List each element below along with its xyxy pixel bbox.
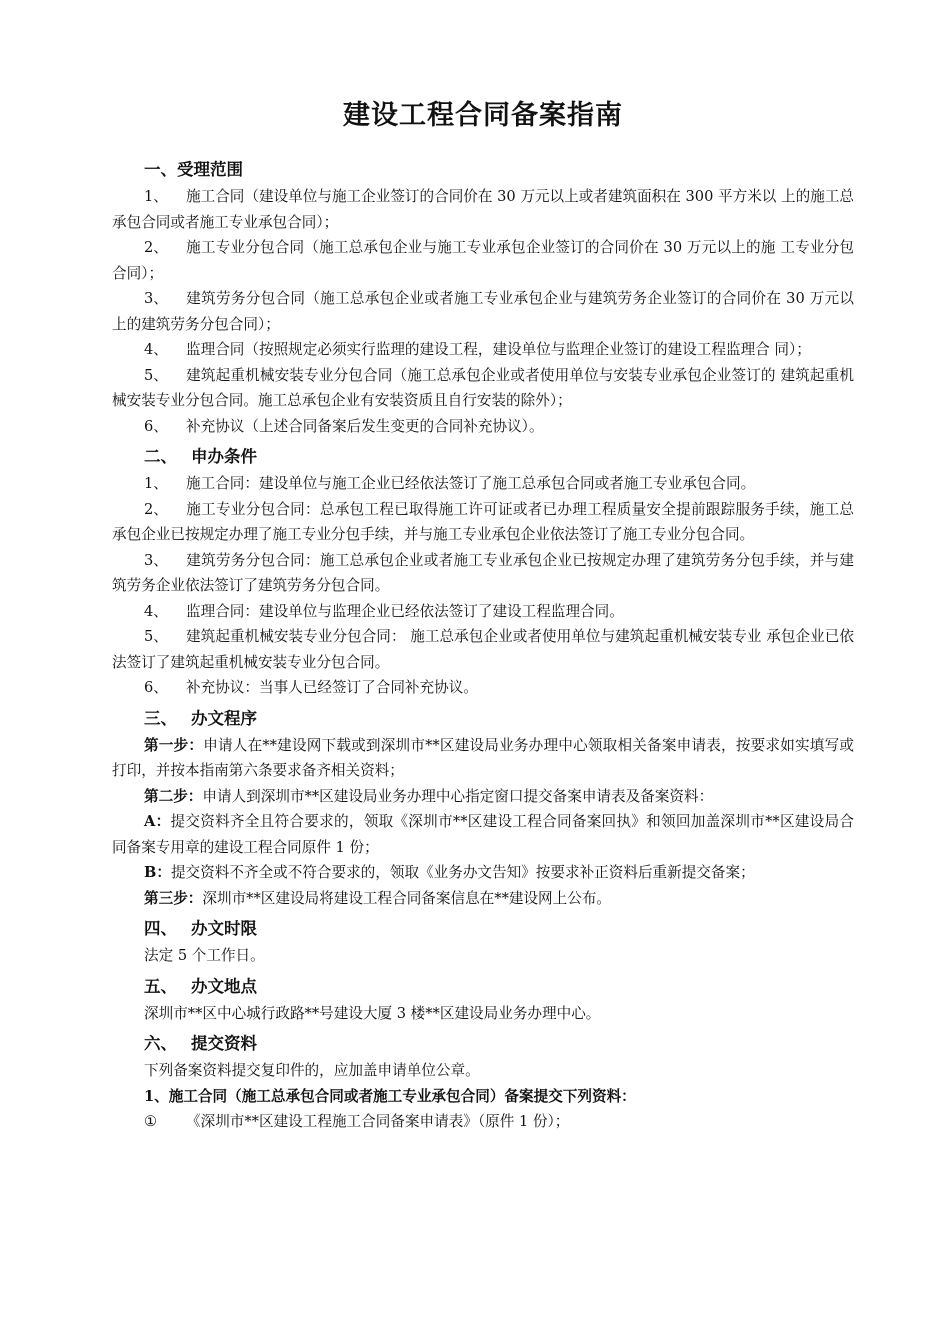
procedure-option-b bbox=[112, 860, 854, 886]
section-heading-time-limit bbox=[112, 915, 854, 943]
section-number: 六、 bbox=[144, 1034, 177, 1053]
scope-item bbox=[112, 184, 854, 235]
item-text: 建筑起重机械安装专业分包合同： 施工总承包企业或者使用单位与建筑起重机械安装专业 承包企业已依法签订了建筑起重机械安装专业分包合同。 bbox=[112, 628, 854, 671]
item-number: 3、 bbox=[144, 290, 168, 307]
item-number: 4、 bbox=[144, 341, 168, 358]
item-text: 施工合同（建设单位与施工企业签订的合同价在 30 万元以上或者建筑面积在 300 平方米以 上的施工总承包合同或者施工专业承包合同）； bbox=[112, 188, 854, 231]
item-number: 4、 bbox=[144, 602, 168, 620]
condition-item bbox=[112, 675, 854, 701]
section-heading-materials bbox=[112, 1030, 854, 1058]
item-number: 1、 bbox=[144, 475, 168, 492]
item-text: 补充协议：当事人已经签订了合同补充协议。 bbox=[186, 679, 478, 696]
item-text: 监理合同（按照规定必须实行监理的建设工程，建设单位与监理企业签订的建设工程监理合 同）； bbox=[186, 341, 811, 358]
item-text: 监理合同：建设单位与监理企业已经依法签订了建设工程监理合同。 bbox=[186, 602, 624, 620]
section-heading-procedure bbox=[112, 705, 854, 733]
section-heading-conditions bbox=[112, 443, 854, 471]
condition-item bbox=[112, 599, 854, 625]
section-label: 办文程序 bbox=[191, 708, 257, 728]
section-number: 二、 bbox=[144, 447, 177, 466]
procedure-option-a bbox=[112, 809, 854, 860]
time-limit-text: 法定 5 个工作日。 bbox=[144, 947, 265, 964]
item-text: 补充协议（上述合同备案后发生变更的合同补充协议）。 bbox=[186, 417, 544, 435]
item-number: 2、 bbox=[144, 239, 168, 256]
section-label: 办文时限 bbox=[191, 919, 257, 938]
section-label: 办文地点 bbox=[191, 976, 257, 996]
condition-item bbox=[112, 471, 854, 497]
item-text: 施工合同：建设单位与施工企业已经依法签订了施工总承包合同或者施工专业承包合同。 bbox=[186, 475, 756, 492]
item-text: 施工专业分包合同：总承包工程已取得施工许可证或者已办理工程质量安全提前跟踪服务手续，施工总承包企业已按规定办理了施工专业分包手续，并与施工专业承包企业依法签订了施工专业分包合同。 bbox=[112, 500, 854, 543]
materials-subheading: 1、施工合同（施工总承包合同或者施工专业承包合同）备案提交下列资料： bbox=[144, 1087, 636, 1105]
scope-item bbox=[112, 337, 854, 363]
option-text: 提交资料齐全且符合要求的，领取《深圳市**区建设工程合同备案回执》和领回加盖深圳市**区建设局合同备案专用章的建设工程合同原件 1 份； bbox=[112, 813, 854, 856]
item-number: 2、 bbox=[144, 500, 168, 518]
item-number: 5、 bbox=[144, 366, 168, 384]
item-number: 6、 bbox=[144, 679, 168, 696]
section-label: 提交资料 bbox=[191, 1034, 257, 1053]
section-heading-location bbox=[112, 973, 854, 1001]
section-number: 四、 bbox=[144, 919, 177, 938]
materials-item bbox=[112, 1109, 854, 1135]
section-label: 受理范围 bbox=[177, 160, 243, 179]
scope-item bbox=[112, 235, 854, 286]
step-text: 申请人在**建设网下载或到深圳市**区建设局业务办理中心领取相关备案申请表，按要求如实填写或打印，并按本指南第六条要求备齐相关资料； bbox=[112, 736, 854, 779]
item-text: 施工专业分包合同（施工总承包企业与施工专业承包企业签订的合同价在 30 万元以上的施 工专业分包合同）； bbox=[112, 239, 854, 282]
option-text: 提交资料不齐全或不符合要求的，领取《业务办文告知》按要求补正资料后重新提交备案； bbox=[170, 864, 755, 881]
step-label: 第三步： bbox=[144, 889, 203, 907]
condition-item bbox=[112, 497, 854, 548]
section-number: 一、 bbox=[144, 160, 177, 179]
section-number: 三、 bbox=[144, 708, 177, 728]
scope-item bbox=[112, 414, 854, 440]
materials-note: 下列备案资料提交复印件的，应加盖申请单位公章。 bbox=[144, 1062, 480, 1079]
item-number: 1、 bbox=[144, 188, 168, 205]
item-number: 6、 bbox=[144, 417, 168, 435]
item-number: 3、 bbox=[144, 551, 168, 569]
scope-item bbox=[112, 363, 854, 414]
procedure-step-1 bbox=[112, 733, 854, 784]
section-number: 五、 bbox=[144, 976, 177, 996]
section-heading-scope bbox=[112, 156, 854, 184]
item-text: 建筑劳务分包合同：施工总承包企业或者施工专业承包企业已按规定办理了建筑劳务分包手续，并与建筑劳务企业依法签订了建筑劳务分包合同。 bbox=[112, 551, 854, 594]
document-body bbox=[112, 152, 854, 1135]
item-text: 《深圳市**区建设工程施工合同备案申请表》（原件 1 份）； bbox=[186, 1113, 570, 1130]
procedure-step-2 bbox=[112, 784, 854, 810]
item-marker: ① bbox=[144, 1113, 158, 1130]
item-number: 5、 bbox=[144, 628, 168, 645]
step-text: 申请人到深圳市**区建设局业务办理中心指定窗口提交备案申请表及备案资料： bbox=[202, 787, 714, 805]
option-label: A： bbox=[144, 813, 171, 830]
location-text: 深圳市**区中心城行政路**号建设大厦 3 楼**区建设局业务办理中心。 bbox=[144, 1004, 601, 1022]
section-label: 申办条件 bbox=[191, 447, 257, 466]
item-text: 建筑劳务分包合同（施工总承包企业或者施工专业承包企业与建筑劳务企业签订的合同价在 30 万元以上的建筑劳务分包合同）； bbox=[112, 290, 854, 333]
step-label: 第二步： bbox=[144, 787, 203, 805]
document-title: 建设工程合同备案指南 bbox=[343, 100, 623, 131]
step-label: 第一步： bbox=[144, 736, 204, 754]
item-text: 建筑起重机械安装专业分包合同（施工总承包企业或者使用单位与安装专业承包企业签订的 建筑起重机械安装专业分包合同。施工总承包企业有安装资质且自行安装的除外）； bbox=[112, 366, 854, 409]
option-label: B： bbox=[144, 864, 171, 881]
step-text: 深圳市**区建设局将建设工程合同备案信息在**建设网上公布。 bbox=[202, 889, 612, 907]
condition-item bbox=[112, 624, 854, 675]
scope-item bbox=[112, 286, 854, 337]
procedure-step-3 bbox=[112, 886, 854, 912]
condition-item bbox=[112, 548, 854, 599]
